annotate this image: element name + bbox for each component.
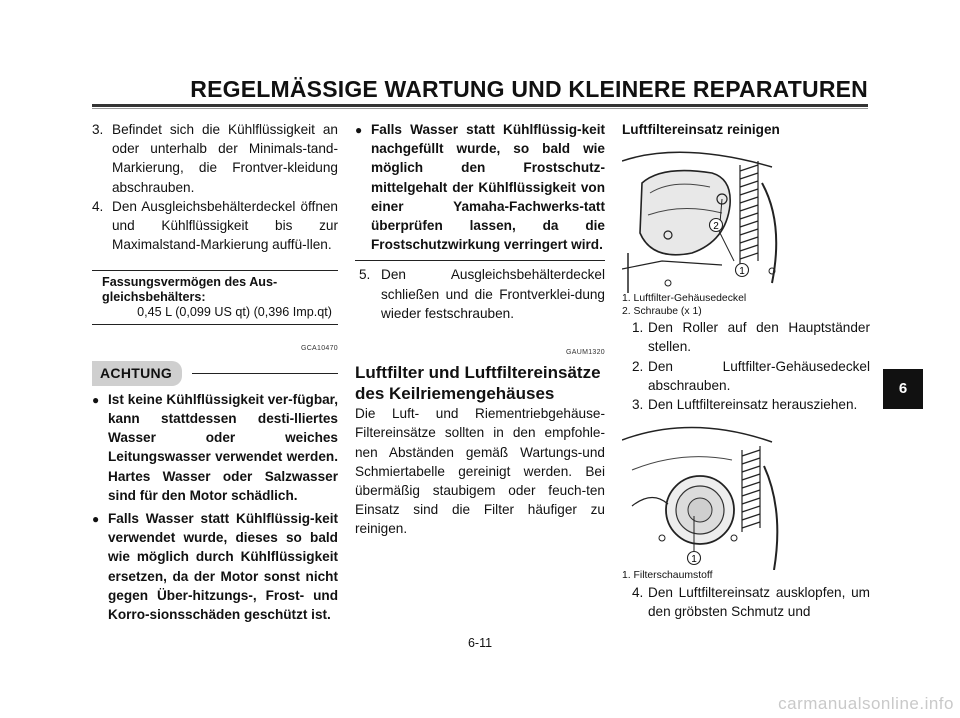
subsection-title: Luftfiltereinsatz reinigen: [622, 122, 780, 137]
step-number: 5.: [359, 267, 371, 283]
bullet-text: Falls Wasser statt Kühlflüssig-keit nachgefüllt wurde, so bald wie möglich den Frostschutz-mittelgehalt der Kühlflüssigkeit von einer Yamaha-Fachwerks-tatt überprüfen lassen, da die Frostschutzwirkung verringert wird.: [371, 122, 605, 253]
step-1: [622, 318, 870, 356]
fig1-caption-1: 1. Luftfilter-Gehäusedeckel: [622, 293, 747, 305]
step-text: Den Ausgleichsbehälterdeckel öffnen und Kühlflüssigkeit bis zur Maximalstand-Markierung auffü-llen.: [112, 198, 338, 253]
step-5: [355, 265, 605, 323]
step-text: Den Ausgleichsbehälterdeckel schließen und die Frontverklei-dung wieder festschrauben.: [381, 267, 605, 321]
step-number: 1.: [632, 320, 644, 336]
capacity-value: 0,45 L (0,099 US qt) (0,396 Imp.qt): [137, 305, 332, 320]
step-text: Den Luftfilter-Gehäusedeckel abschrauben.: [648, 358, 870, 393]
caution-bullet-3: [355, 120, 605, 254]
caution-rule: [192, 373, 338, 374]
step-text: Den Roller auf den Hauptständer stellen.: [648, 320, 870, 355]
step-number: 4.: [632, 584, 644, 600]
fig2-marker-1: 1: [691, 554, 697, 566]
caution-end-rule: [355, 260, 605, 261]
fig1-caption-2: 2. Schraube (x 1): [622, 305, 702, 317]
section-code: GAUM1320: [566, 349, 605, 357]
column-1: [92, 120, 338, 624]
watermark: carmanualsonline.info: [778, 694, 954, 713]
bullet-icon: ●: [355, 123, 363, 137]
bullet-icon: ●: [92, 512, 100, 527]
step-text: Befindet sich die Kühlflüssigkeit an oder unterhalb der Minimals-tand-Markierung, die Frontver-kleidung abschrauben.: [112, 122, 338, 195]
capacity-box: [92, 270, 338, 325]
column-3: [622, 120, 870, 621]
caution-code: GCA10470: [300, 345, 338, 353]
caution-bullet-1: [92, 390, 338, 505]
step-text: Den Luftfiltereinsatz herausziehen.: [648, 397, 858, 413]
step-number: 3.: [632, 397, 644, 413]
step-3: [622, 395, 870, 414]
step-3: [92, 120, 338, 197]
chapter-tab: 6: [883, 369, 923, 409]
step-number: 2.: [632, 358, 644, 374]
section-body: Die Luft- und Riementriebgehäuse-Filtereinsätze sollten in den empfohle-nen Abständen gemäß Wartungs-und Schmiertabelle gereinigt werden. Bei übermäßig staubigem oder feuch-ten Einsatz sind die Filter häufiger zu reinigen.: [355, 406, 605, 537]
step-4: [622, 583, 870, 621]
air-filter-case-illustration: [622, 143, 782, 293]
fig2-caption: 1. Filterschaumstoff: [622, 570, 713, 582]
caution-header: [92, 361, 338, 386]
capacity-title: Fassungsvermögen des Aus-gleichsbehälters:: [102, 275, 278, 305]
page-number: 6-11: [467, 636, 493, 650]
step-4: [92, 197, 338, 255]
step-number: 4.: [92, 198, 104, 214]
fig1-marker-1: 1: [739, 266, 745, 278]
bullet-icon: ●: [92, 392, 100, 407]
header-rule-thin: [92, 108, 868, 109]
page-header-title: REGELMÄSSIGE WARTUNG UND KLEINERE REPARATUREN: [190, 76, 868, 102]
caution-badge: ACHTUNG: [92, 361, 182, 386]
step-text: Den Luftfiltereinsatz ausklopfen, um den gröbsten Schmutz und: [648, 584, 870, 619]
bullet-text: Ist keine Kühlflüssigkeit ver-fügbar, kann stattdessen desti-lliertes Wasser oder weiches Leitungswasser verwendet werden. Hartes Wasser oder Salzwasser sind für den Motor schädlich.: [108, 391, 338, 503]
header-rule: [92, 104, 868, 107]
section-title: Luftfilter und Luftfiltereinsätze des Keilriemengehäuses: [355, 363, 601, 404]
column-2: [355, 120, 605, 539]
step-2: [622, 357, 870, 395]
bullet-text: Falls Wasser statt Kühlflüssig-keit verwendet wurde, dieses so bald wie möglich durch Kühlflüssigkeit ersetzen, da der Motor sonst nicht gegen Über-hitzungs-, Frost- und Korro-sionsschäden geschützt ist.: [108, 511, 338, 623]
air-filter-element-illustration: [622, 420, 782, 570]
step-number: 3.: [92, 122, 104, 137]
caution-bullet-2: [92, 509, 338, 624]
fig1-marker-2: 2: [713, 221, 719, 233]
